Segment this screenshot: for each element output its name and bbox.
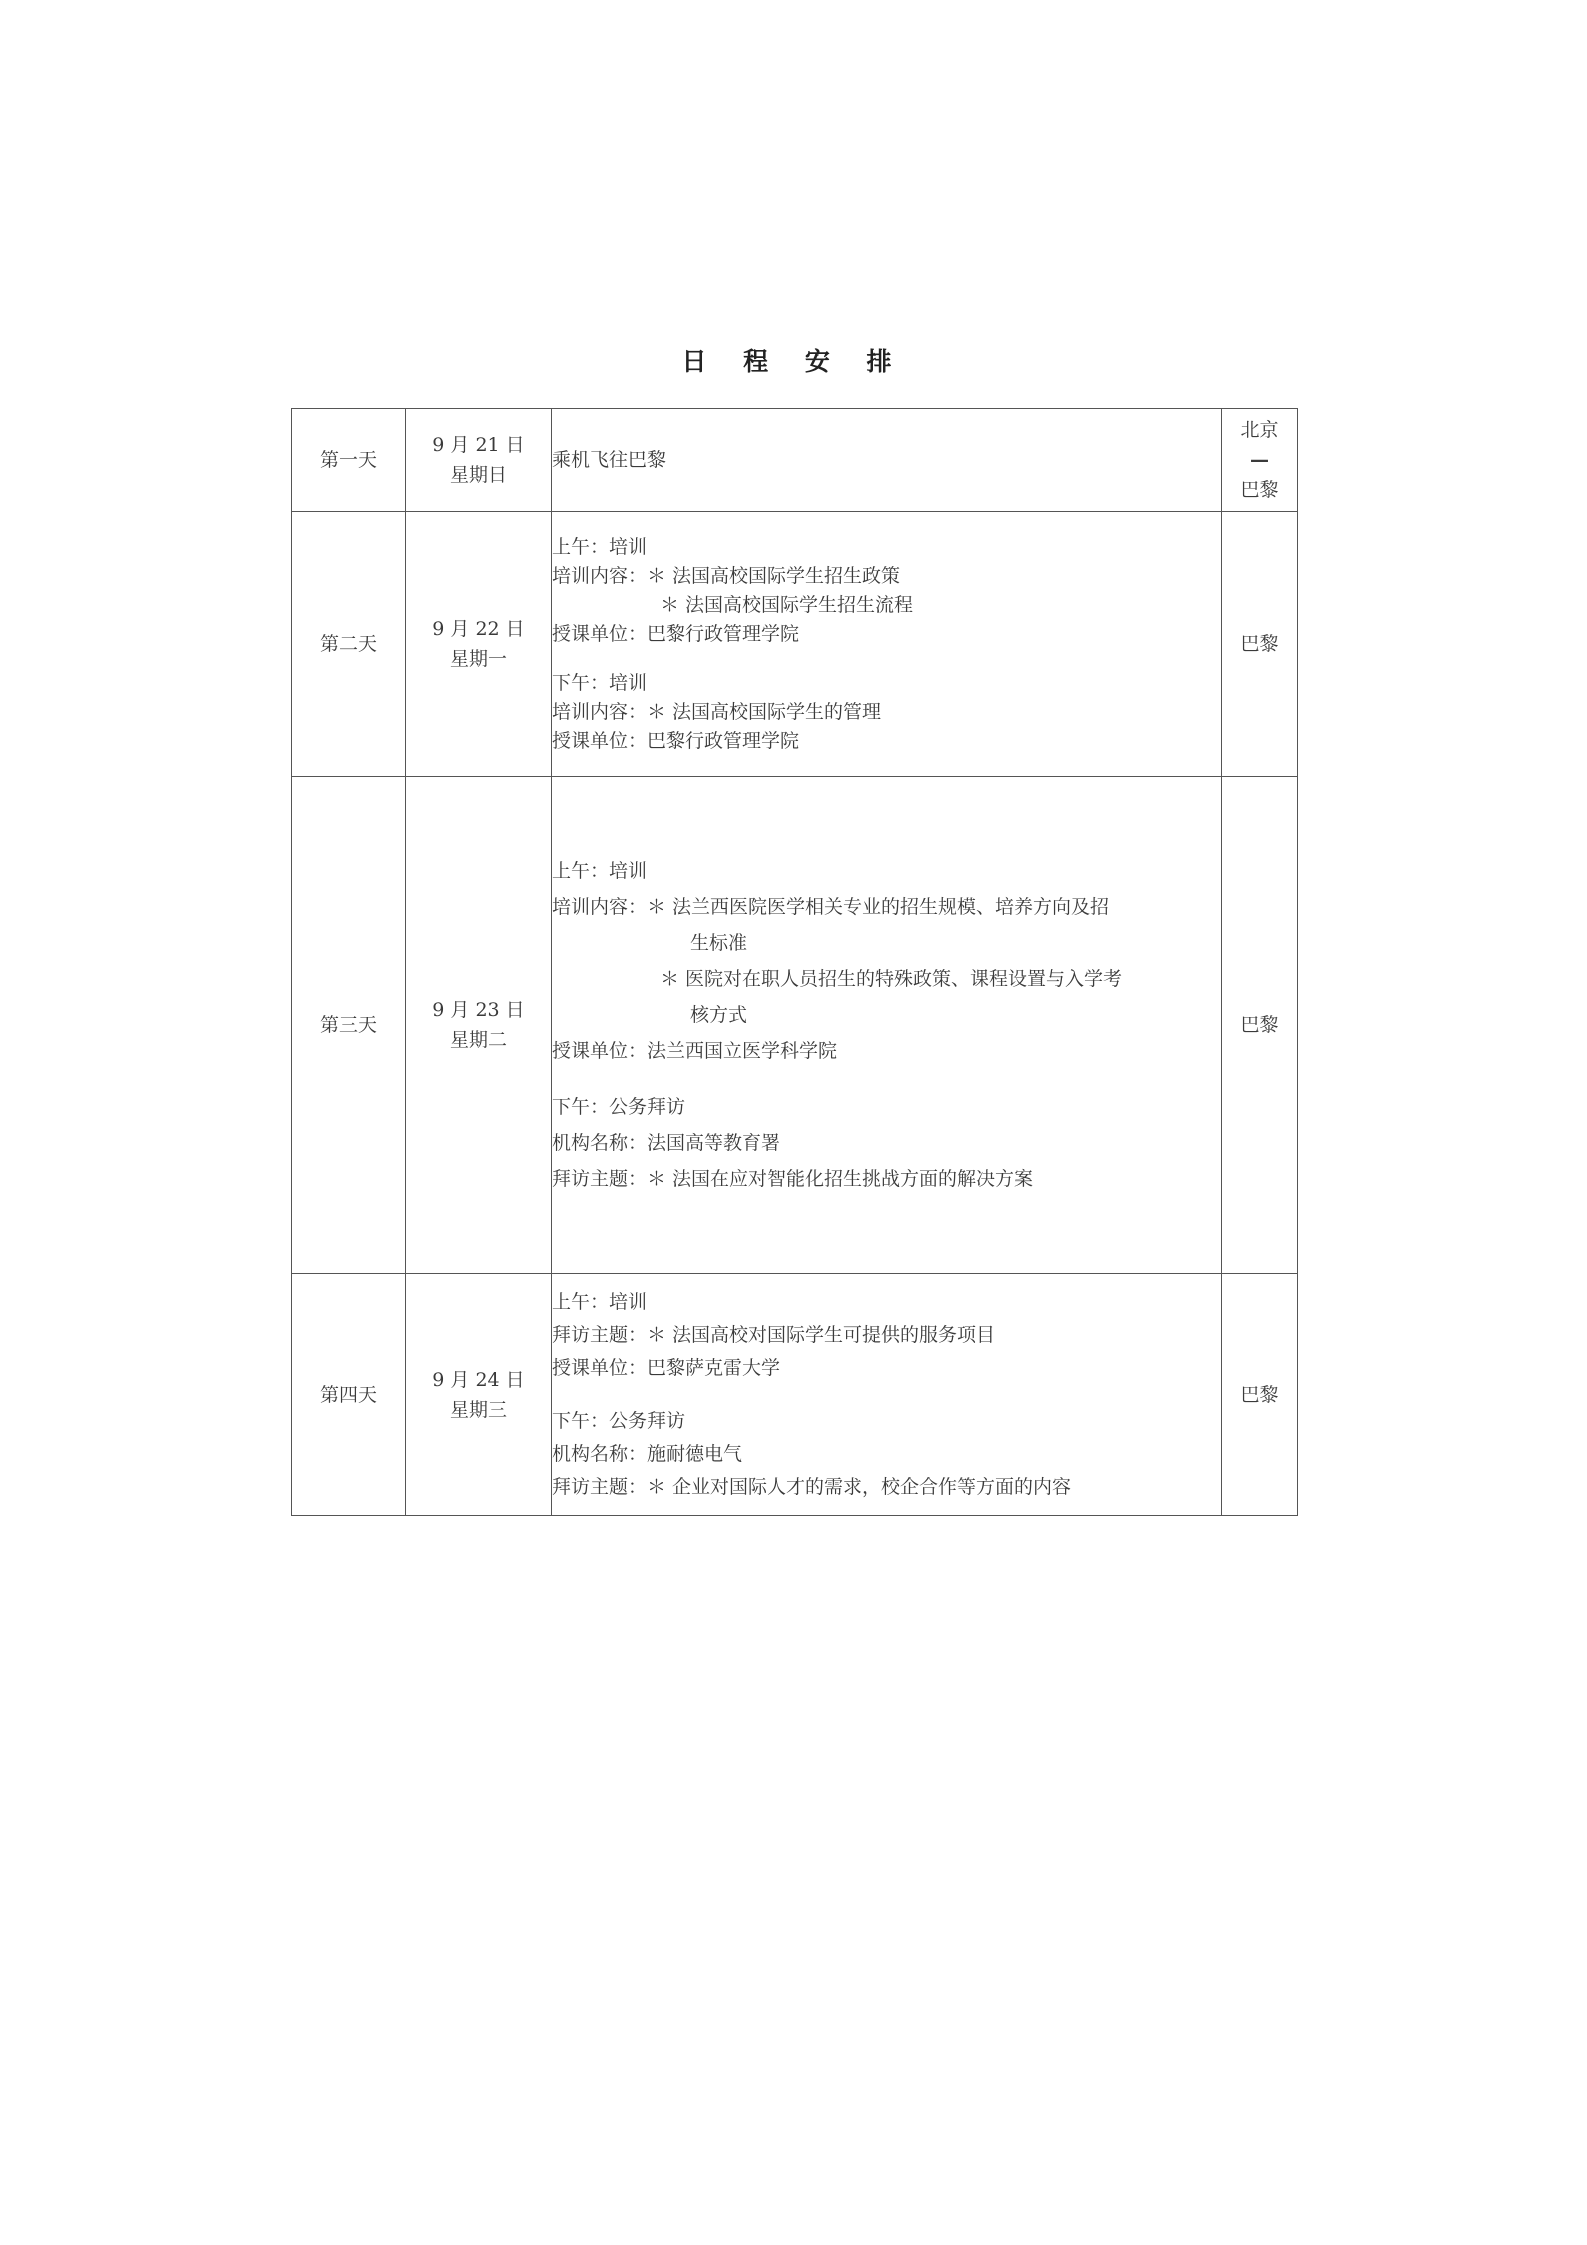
content-row [552,562,1221,591]
date-cell [406,512,552,777]
content-cell [552,409,1222,512]
date-text: 9 月 23 日 [432,999,525,1021]
schedule-table [291,408,1298,1516]
day-label: 第四天 [292,1274,406,1516]
schedule-row-day1 [292,409,1298,512]
session-header: 下午：公务拜访 [552,1096,686,1118]
content-item: ＊ 法国高校国际学生的管理 [647,700,882,723]
content-item: ＊ 医院对在职人员招生的特殊政策、课程设置与入学考 [660,968,1123,990]
content-item: ＊ 法国高校国际学生招生流程 [660,593,914,616]
page-title: 日 程 安 排 [681,347,906,376]
weekday-text: 星期一 [449,648,507,670]
content-label: 培训内容： [552,700,648,723]
spacer [552,1385,1221,1405]
session-header: 上午：培训 [552,860,648,882]
session-header: 上午：培训 [552,1290,648,1313]
place-cell: 巴黎 [1222,777,1298,1274]
date-text: 9 月 21 日 [432,434,525,456]
content-cell [552,1274,1222,1516]
content-label: 培训内容： [552,564,648,587]
content-cell [552,512,1222,777]
content-item: ＊ 法兰西医院医学相关专业的招生规模、培养方向及招 [647,896,1110,918]
content-row [552,889,1221,925]
content-line: 乘机飞往巴黎 [552,448,667,471]
weekday-text: 星期日 [449,464,507,486]
place-line: 巴黎 [1240,479,1279,501]
content-row [552,698,1221,727]
session-header: 上午：培训 [552,535,648,558]
visit-topic: 拜访主题：＊ 法国高校对国际学生可提供的服务项目 [552,1323,996,1346]
place-cell: 巴黎 [1222,512,1298,777]
session-header: 下午：培训 [552,671,648,694]
place-line: 北京 [1240,419,1279,441]
place-cell: 巴黎 [1222,1274,1298,1516]
visit-topic: 拜访主题：＊ 企业对国际人才的需求，校企合作等方面的内容 [552,1475,1072,1498]
content-item-continued: 核方式 [690,1004,748,1026]
date-text: 9 月 24 日 [432,1368,525,1391]
teaching-unit: 授课单位：巴黎行政管理学院 [552,729,800,752]
content-item: ＊ 法国高校国际学生招生政策 [647,564,901,587]
content-cell [552,777,1222,1274]
weekday-text: 星期三 [449,1398,507,1421]
teaching-unit: 授课单位：法兰西国立医学科学院 [552,1040,838,1062]
organization-name: 机构名称：法国高等教育署 [552,1132,781,1154]
content-item-continued: 生标准 [690,932,748,954]
weekday-text: 星期二 [449,1029,507,1051]
visit-topic: 拜访主题：＊ 法国在应对智能化招生挑战方面的解决方案 [552,1168,1034,1190]
content-label: 培训内容： [552,896,648,918]
teaching-unit: 授课单位：巴黎行政管理学院 [552,622,800,645]
spacer [552,1069,1221,1089]
organization-name: 机构名称：施耐德电气 [552,1442,743,1465]
schedule-row-day3 [292,777,1298,1274]
day-label: 第一天 [292,409,406,512]
date-cell [406,409,552,512]
spacer [552,649,1221,669]
place-cell [1222,409,1298,512]
date-cell [406,777,552,1274]
day-label: 第三天 [292,777,406,1274]
session-header: 下午：公务拜访 [552,1409,686,1432]
teaching-unit: 授课单位：巴黎萨克雷大学 [552,1356,781,1379]
schedule-row-day2 [292,512,1298,777]
place-dash: — [1250,449,1269,471]
date-text: 9 月 22 日 [432,618,525,640]
date-cell [406,1274,552,1516]
schedule-row-day4 [292,1274,1298,1516]
day-label: 第二天 [292,512,406,777]
